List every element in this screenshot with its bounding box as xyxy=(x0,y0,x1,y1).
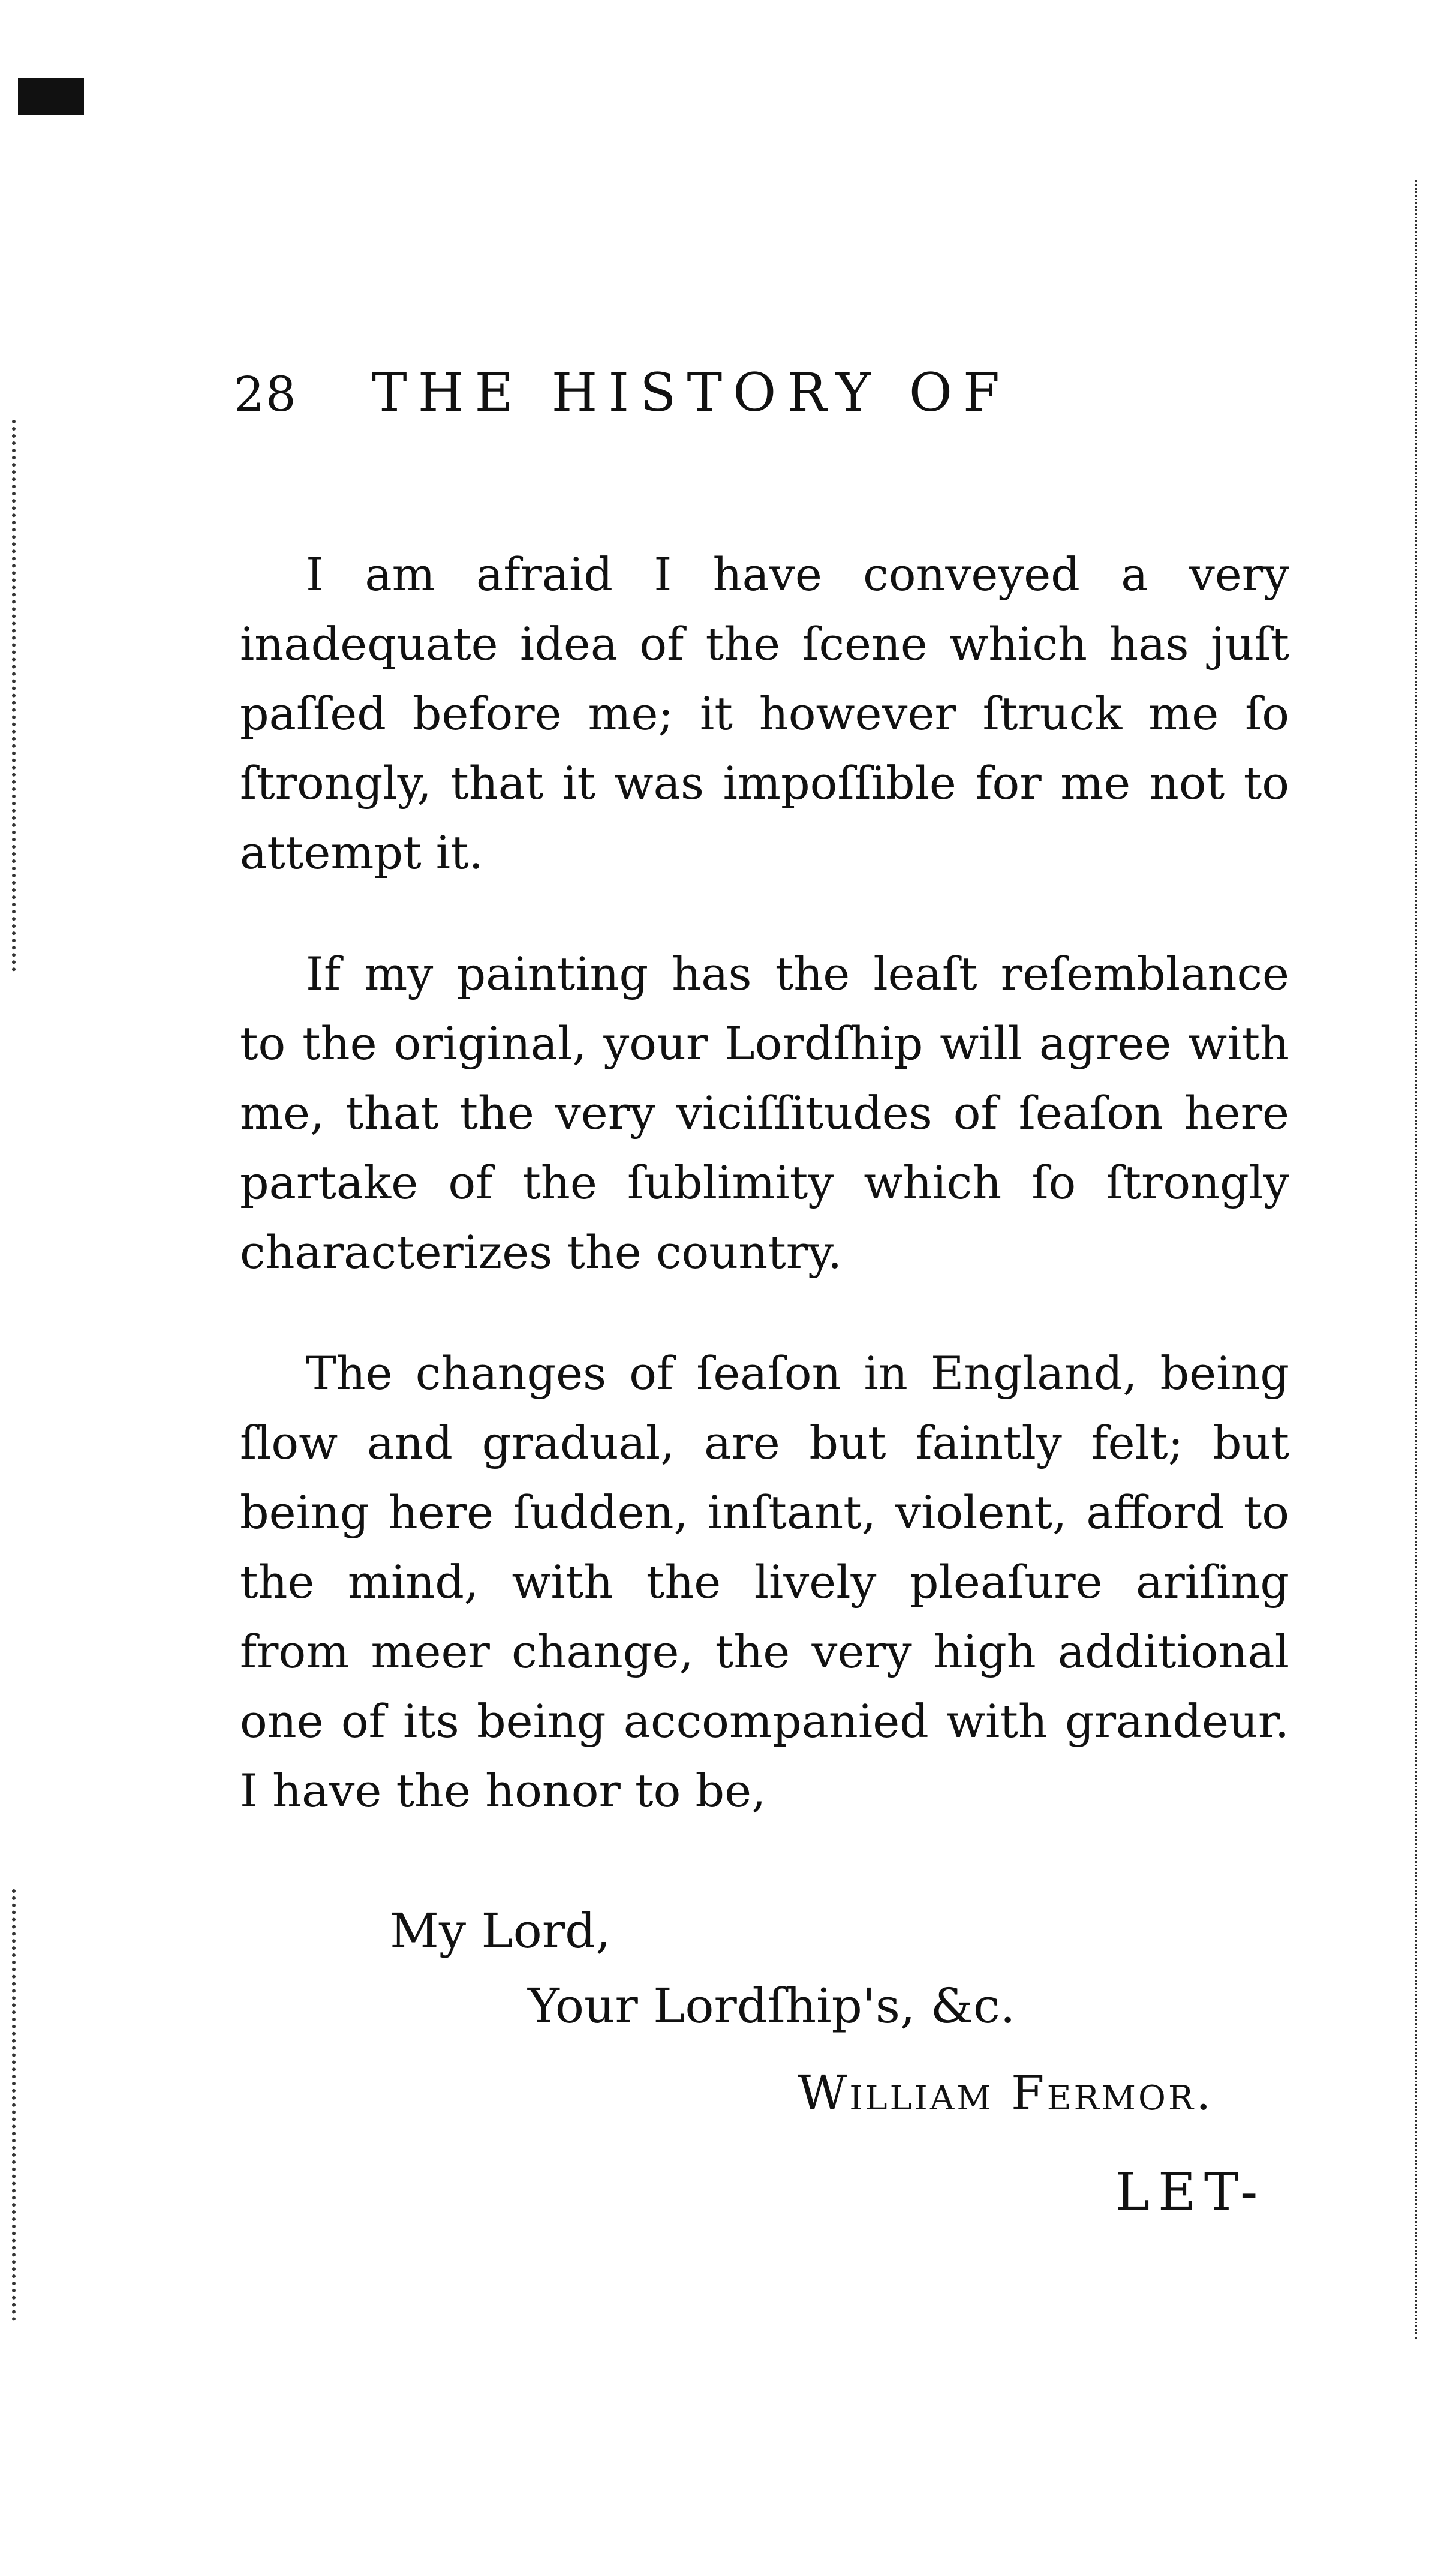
scan-artifact-top-left xyxy=(18,78,84,115)
salutation: My Lord, xyxy=(390,1903,611,1959)
page-number: 28 xyxy=(234,366,297,422)
running-title: THE HISTORY OF xyxy=(372,362,1011,423)
letter-body xyxy=(240,540,1289,1877)
scan-artifact-left-edge xyxy=(12,420,16,972)
scan-artifact-left-edge-lower xyxy=(12,1889,16,2321)
scan-artifact-right-edge xyxy=(1415,180,1417,2339)
paragraph: The changes of ſeaſon in England, being ſlow and gradual, are but faintly felt; but being here ſudden, inſtant, violent, afford to the mind, with the lively pleaſure ariſing from meer change, the very high additional one of its being accompanied with grandeur. I have the honor to be, xyxy=(240,1346,1289,1817)
running-header xyxy=(234,360,1193,426)
signature: William Fermor. xyxy=(798,2065,1214,2121)
valediction: Your Lordſhip's, &c. xyxy=(528,1978,1016,2034)
paragraph: If my painting has the leaſt reſemblance to the original, your Lordſhip will agree with me, that the very viciſſitudes of ſeaſon here partake of the ſublimity which ſo ſtrongly characterizes the country. xyxy=(240,947,1289,1279)
catchword: LET- xyxy=(1115,2162,1266,2222)
paragraph: I am afraid I have conveyed a very inadequate idea of the ſcene which has juſt paſſed before me; it however ſtruck me ſo ſtrongly, that it was impoſſible for me not to attempt it. xyxy=(240,548,1289,879)
